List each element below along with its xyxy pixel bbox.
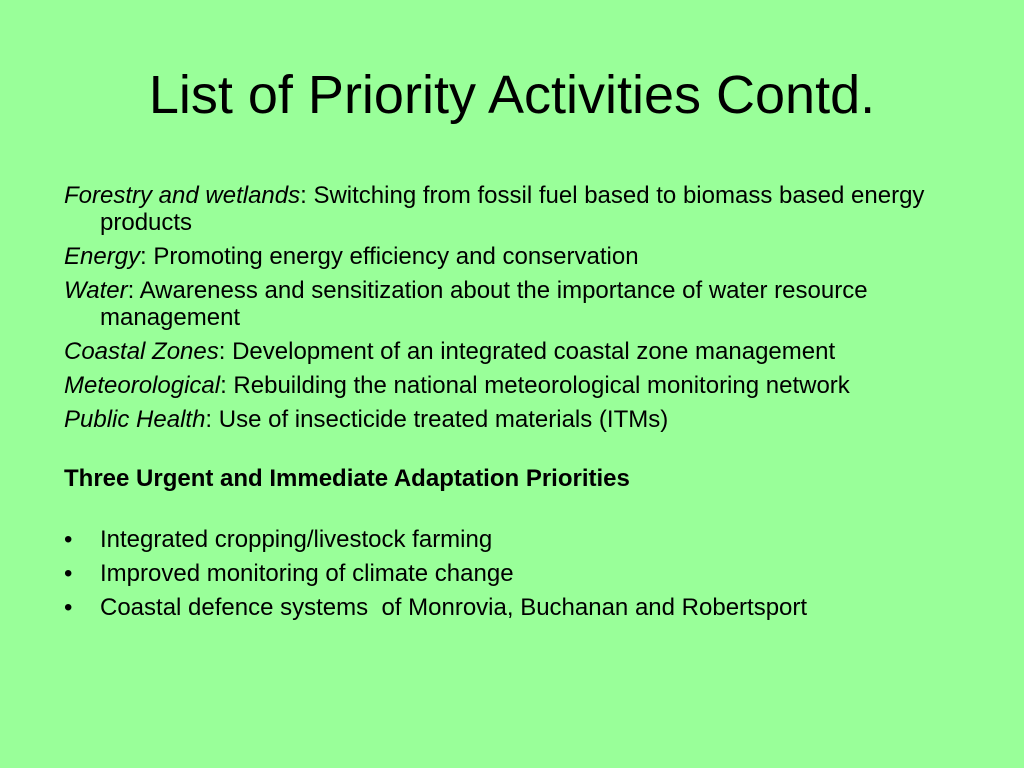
activity-item-water: [64, 277, 964, 331]
activity-sector: Energy: [64, 243, 141, 270]
activity-item-forestry: [64, 182, 964, 236]
priority-text: Coastal defence systems of Monrovia, Buchanan and Robertsport: [100, 594, 808, 621]
priority-text: Integrated cropping/livestock farming: [100, 526, 493, 553]
activity-sector: Coastal Zones: [64, 338, 219, 365]
priorities-heading: Three Urgent and Immediate Adaptation Priorities: [64, 465, 630, 492]
priority-item: [64, 594, 964, 621]
activity-text: : Awareness and sensitization about the importance of water resource management: [100, 277, 868, 331]
activity-sector: Forestry and wetlands: [64, 182, 301, 209]
activity-text: : Switching from fossil fuel based to biomass based energy products: [100, 182, 925, 236]
bullet-icon: •: [64, 560, 73, 587]
activity-text: : Use of insecticide treated materials (ITMs): [205, 406, 669, 433]
priorities-list: [64, 526, 964, 621]
activity-text: : Development of an integrated coastal zone management: [218, 338, 836, 365]
slide-title: List of Priority Activities Contd.: [148, 65, 876, 125]
activity-sector: Water: [64, 277, 128, 304]
bullet-icon: •: [64, 594, 73, 621]
activity-text: : Promoting energy efficiency and conservation: [140, 243, 639, 270]
activity-item-meteorological: [64, 372, 964, 399]
slide-body: [64, 182, 964, 628]
activity-item-energy: [64, 243, 964, 270]
activity-item-public-health: [64, 406, 964, 433]
priority-item: [64, 560, 964, 587]
priority-text: Improved monitoring of climate change: [100, 560, 514, 587]
activity-text: : Rebuilding the national meteorological monitoring network: [220, 372, 850, 399]
activity-item-coastal-zones: [64, 338, 964, 365]
activity-sector: Public Health: [64, 406, 206, 433]
activity-sector: Meteorological: [64, 372, 221, 399]
priority-item: [64, 526, 964, 553]
bullet-icon: •: [64, 526, 73, 553]
